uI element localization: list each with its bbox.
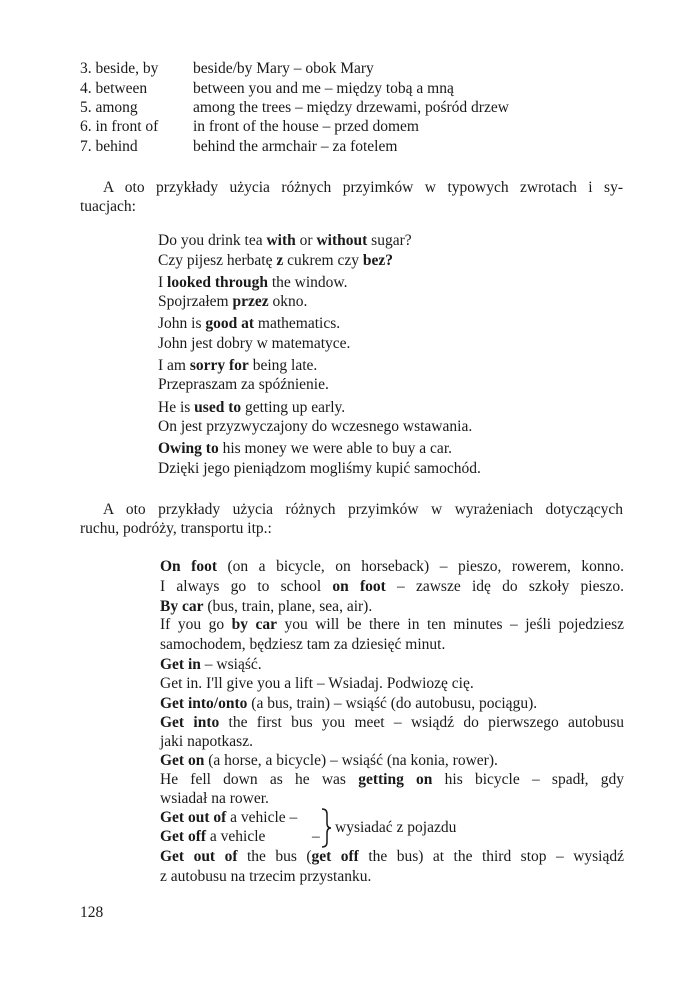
list-term: 7. behind: [80, 138, 138, 155]
example-line: [158, 231, 412, 250]
text-run: a vehicle –: [226, 809, 298, 826]
intro-paragraph-line: ruchu, podróży, transportu itp.:: [80, 520, 272, 537]
bold-phrase: by car: [231, 616, 277, 633]
intro-text: A oto przykłady użycia różnych przyimków w typowych zwrotach i sy-: [103, 179, 623, 196]
list-term: 5. among: [80, 99, 138, 116]
bold-phrase: Get off: [160, 828, 207, 845]
example-line: [160, 597, 372, 616]
example-line: [158, 356, 317, 375]
brace-line: [160, 827, 265, 846]
text-run: a vehicle: [206, 828, 266, 845]
text-run: samochodem, będziesz tam za dziesięć minut.: [160, 636, 446, 653]
list-example: beside/by Mary – obok Mary: [193, 60, 374, 77]
text-run: On jest przyzwyczajony do wczesnego wstawania.: [158, 418, 473, 435]
example-line: [158, 251, 393, 270]
example-line: [158, 314, 340, 333]
bold-phrase: Get into/onto: [160, 695, 248, 712]
bold-phrase: looked through: [167, 274, 268, 291]
list-example: in front of the house – przed domem: [193, 118, 419, 135]
text-run: I am: [158, 357, 190, 374]
example-line: [160, 732, 253, 751]
bold-phrase: On foot: [160, 558, 218, 575]
bold-phrase: Get in: [160, 656, 201, 673]
text-run: the bus (: [237, 848, 312, 865]
text-run: – wsiąść.: [200, 656, 262, 673]
page-number: 128: [80, 904, 104, 921]
bold-phrase: Get out of: [160, 848, 238, 865]
example-line: [160, 694, 537, 713]
text-run: the first bus you meet – wsiądź do pierwszego autobusu: [219, 714, 624, 731]
example-line: [160, 615, 624, 634]
list-example: behind the armchair – za fotelem: [193, 138, 398, 155]
text-run: Do you drink tea: [158, 232, 267, 249]
bold-phrase: bez?: [362, 252, 394, 269]
text-run: Dzięki jego pieniądzom mogliśmy kupić samochód.: [158, 460, 481, 477]
list-term: 4. between: [80, 80, 148, 97]
example-line: [160, 867, 371, 886]
example-line: [160, 577, 624, 596]
text-run: – zawsze idę do szkoły pieszo.: [385, 578, 624, 595]
example-line: [160, 557, 624, 576]
text-run: or: [295, 232, 317, 249]
bold-phrase: getting on: [358, 771, 433, 788]
example-line: [158, 273, 347, 292]
bold-phrase: on foot: [332, 578, 386, 595]
text-run: If you go: [160, 616, 232, 633]
text-run: sugar?: [367, 232, 412, 249]
text-run: (bus, train, plane, sea, air).: [203, 598, 373, 615]
text-run: John jest dobry w matematyce.: [158, 335, 351, 352]
intro-text: A oto przykłady użycia różnych przyimków w wyrażeniach dotyczących: [103, 501, 623, 518]
text-run: John is: [158, 315, 206, 332]
text-run: (a horse, a bicycle) – wsiąść (na konia, rower).: [204, 752, 498, 769]
text-run: getting up early.: [241, 399, 346, 416]
example-line: [158, 292, 307, 311]
text-run: Get in. I'll give you a lift – Wsiadaj. Podwiozę cię.: [160, 675, 474, 692]
text-run: Przepraszam za spóźnienie.: [158, 376, 329, 393]
example-line: [158, 417, 472, 436]
example-line: [158, 398, 345, 417]
example-line: [158, 375, 329, 394]
list-term: 3. beside, by: [80, 60, 159, 77]
bold-phrase: Get into: [160, 714, 220, 731]
example-line: [160, 751, 498, 770]
text-run: you will be there in ten minutes – jeśli pojedziesz: [276, 616, 624, 633]
example-line: [160, 655, 262, 674]
text-run: jaki napotkasz.: [160, 733, 253, 750]
intro-paragraph-line: [80, 178, 623, 197]
example-line: [160, 713, 624, 732]
text-run: his money we were able to buy a car.: [218, 440, 452, 457]
example-line: [160, 635, 445, 654]
bold-phrase: used to: [194, 399, 242, 416]
example-line: [160, 674, 474, 693]
bold-phrase: sorry for: [189, 357, 249, 374]
text-run: I: [158, 274, 168, 291]
example-line: [158, 459, 481, 478]
text-run: the window.: [267, 274, 348, 291]
brace-shared-text: wysiadać z pojazdu: [335, 819, 457, 836]
list-example: among the trees – między drzewami, pośród drzew: [193, 99, 509, 116]
brace-line: [160, 808, 297, 827]
text-run: the bus) at the third stop – wysiądź: [358, 848, 624, 865]
bold-phrase: with: [266, 232, 296, 249]
example-line: [158, 439, 452, 458]
text-run: (a bus, train) – wsiąść (do autobusu, pociągu).: [247, 695, 538, 712]
bold-phrase: good at: [205, 315, 255, 332]
text-run: He is: [158, 399, 195, 416]
example-line: [158, 334, 350, 353]
text-run: mathematics.: [254, 315, 341, 332]
text-run: z autobusu na trzecim przystanku.: [160, 868, 372, 885]
bold-phrase: Owing to: [158, 440, 219, 457]
example-line: [160, 789, 269, 808]
intro-paragraph-line: [80, 500, 623, 519]
bold-phrase: Get out of: [160, 809, 227, 826]
bold-phrase: przez: [232, 293, 269, 310]
bold-phrase: By car: [160, 598, 204, 615]
example-line: [160, 847, 624, 866]
bold-phrase: without: [316, 232, 368, 249]
intro-paragraph-line: tuacjach:: [80, 198, 136, 215]
text-run: being late.: [248, 357, 318, 374]
text-run: I always go to school: [160, 578, 333, 595]
text-run: He fell down as he was: [160, 771, 359, 788]
text-run: Czy pijesz herbatę: [158, 252, 277, 269]
example-line: [160, 770, 624, 789]
bold-phrase: z: [276, 252, 284, 269]
text-run: okno.: [268, 293, 308, 310]
text-run: cukrem czy: [283, 252, 363, 269]
text-run: wsiadał na rower.: [160, 790, 269, 807]
list-term: 6. in front of: [80, 118, 159, 135]
bold-phrase: Get on: [160, 752, 205, 769]
curly-brace-icon: [320, 808, 332, 848]
list-example: between you and me – między tobą a mną: [193, 80, 454, 97]
text-run: his bicycle – spadł, gdy: [432, 771, 624, 788]
text-run: (on a bicycle, on horseback) – pieszo, rowerem, konno.: [217, 558, 625, 575]
brace-dash: –: [312, 828, 320, 845]
text-run: Spojrzałem: [158, 293, 233, 310]
bold-phrase: get off: [311, 848, 359, 865]
